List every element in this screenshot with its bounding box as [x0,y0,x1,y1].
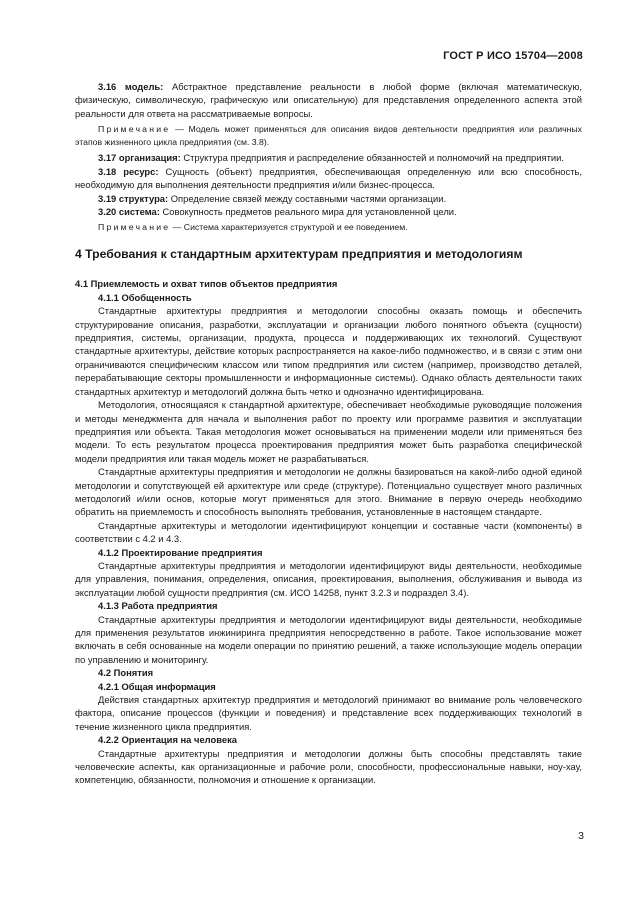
subsection-heading: 4.2 Понятия [98,667,154,679]
note-label: Примечание [98,222,171,233]
paragraph: Стандартные архитектуры предприятия и методологии идентифицируют виды деятельности, необходимые для применения результатов инжиниринга предприятия непосредственно в работе. Такое использование может включать в себя основанные на модели операции по принятию решений, а также использующие модель операции по управлению и мониторингу. [75,613,582,665]
definition-3-19 [75,192,582,205]
definition-text: Абстрактное представление реальности в любой форме (включая математическую, физическую, символическую, графическую или описательную) для представления определенного аспекта этой реальности для ответа на рассматриваемые вопросы. [75,81,582,119]
section-heading: 4 Требования к стандартным архитектурам предприятия и методологиям [75,247,523,262]
definition-3-18 [75,165,582,192]
paragraph: Стандартные архитектуры предприятия и методологии не должны базироваться на какой-либо одной единой методологии и сопутствующей ей архитектуре или среде (структуре). Потенциально существует много различных методологий и/или основ, которые могут применяться для этого. Внимание в первую очередь необходимо обратить на приемлемость и способность выполнять требования, установленные в настоящем стандарте. [75,466,582,518]
paragraph: Стандартные архитектуры предприятия и методологии идентифицируют виды деятельности, необходимые для управления, понимания, определения, описания, проектирования, выполнения, обслуживания и вывода из эксплуатации любой сущности предприятия (см. ИСО 14258, пункт 3.2.3 и подраздел 3.4). [75,559,582,598]
term: 3.16 модель: [98,81,164,92]
clause-heading: 4.1.2 Проектирование предприятия [98,546,263,558]
page-number: 3 [578,830,584,842]
definition-text: Совокупность предметов реального мира для установленной цели. [159,206,457,218]
paragraph: Стандартные архитектуры предприятия и методологии способны оказать помощь и обеспечить структурирование описания, разработки, эксплуатации и организации любого понятного объекта (сущности) предприятия, системы, организации, продукта, процесса и поддерживающих их технологий. Существуют стандартные архитектуры, действие которых распространяется на какое-либо подмножество, и в связи с этим они ограничиваются специфическим классом или типом предприятия или систем (например, производство деталей, перерабатывающие секторы промышленности и информационные системы). Однако область деятельности таких стандартных архитектур и методологий должна быть четко и однозначно идентифицирована. [75,305,582,397]
definition-text: Определение связей между составными частями организации. [168,192,447,204]
paragraph: Стандартные архитектуры предприятия и методологии должны быть способны представлять такие человеческие аспекты, как организационные и рабочие роли, способности, профессиональные навыки, ноу-хау, компетенцию, обязанности, полномочия и отношение к организации. [75,747,582,786]
document-body [75,80,582,787]
note [75,221,582,234]
term: 3.19 структура: [98,192,169,204]
note-label: Примечание [98,124,171,135]
clause-heading: 4.2.2 Ориентация на человека [98,734,237,746]
clause-heading: 4.2.1 Общая информация [98,680,216,692]
note [75,123,582,148]
term: 3.17 организация: [98,152,181,164]
paragraph: Методология, относящаяся к стандартной архитектуре, обеспечивает необходимые руководящие положения и методы менеджмента для начала и выполнения работ по проекту или программе развития и эксплуатации предприятия или объекта. Такая методология может основываться на применении модели или применяться без модели. То есть результатом процесса проектирования предприятия может быть разработка специфической модели предприятия или такая модель может не разрабатываться. [75,399,582,464]
paragraph: Действия стандартных архитектур предприятия и методологий принимают во внимание роль человеческого фактора, описание процессов (функции и поведения) и представление всех поддерживающих технологий в течение жизненного цикла предприятия. [75,694,582,732]
note-text: — Модель может применяться для описания видов деятельности предприятия или различных этапов жизненного цикла предприятия (см. 3.8). [75,124,582,147]
clause-heading: 4.1.1 Обобщенность [98,291,192,303]
clause-heading: 4.1.3 Работа предприятия [98,600,218,612]
note-text: — Система характеризуется структурой и ее поведением. [170,222,408,233]
definition-3-16 [75,80,582,120]
paragraph: Стандартные архитектуры и методологии идентифицируют концепции и составные части (компоненты) в соответствии с 4.2 и 4.3. [75,519,582,545]
definition-3-17 [75,151,582,164]
definition-text: Структура предприятия и распределение обязанностей и полномочий на предприятии. [180,152,564,164]
document-header: ГОСТ Р ИСО 15704—2008 [443,50,583,62]
definition-text: Сущность (объект) предприятия, обеспечивающая определенную или всю способность, необходимую для выполнения деятельности предприятия и/или бизнес-процесса. [75,165,582,191]
term: 3.20 система: [98,206,160,218]
subsection-heading: 4.1 Приемлемость и охват типов объектов предприятия [75,278,338,290]
term: 3.18 ресурс: [98,165,159,177]
definition-3-20 [75,205,582,218]
